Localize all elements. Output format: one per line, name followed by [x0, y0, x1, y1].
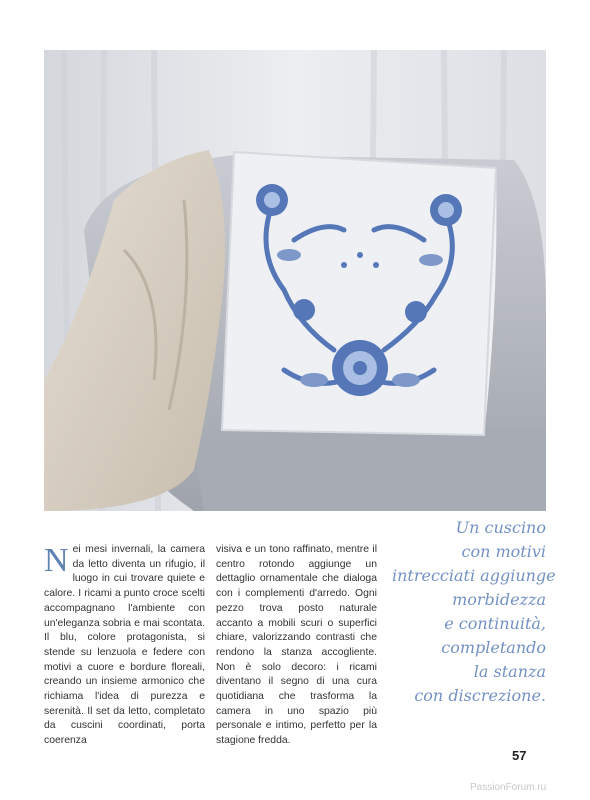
- pull-quote-line: la stanza: [473, 662, 546, 681]
- article-text-1: ei mesi invernali, la camera da letto diventa un rifugio, il luogo in cui trovare quiete e calore. I ricami a punto croce scelti accompagnano l'ambiente con un'eleganza sobria e mai scontata. Il blu, colore protagonista, si stende su lenzuola e federe con motivi a cuore e bordure floreali, creando un insieme armonico che richiama l'idea di purezza e serenità. Il set da letto, completato da cuscini coordinati, porta coerenza: [44, 544, 205, 747]
- pull-quote-line: e continuità,: [444, 614, 546, 633]
- pull-quote-line: Un cuscino: [455, 518, 546, 537]
- photo-illustration: [44, 50, 546, 511]
- pull-quote-line: intrecciati aggiunge: [392, 566, 556, 585]
- article-text-2: visiva e un tono raffinato, mentre il centro rotondo aggiunge un dettaglio ornamentale che dialoga con i complementi d'arredo. Ogni pezzo trova posto naturale accanto a mobili scuri o superfici chiare, valorizzando contrasti che rendono la stanza accogliente. Non è solo decoro: i ricami diventano il segno di una cura quotidiana che trasforma la camera in uno spazio più personale e intimo, perfetto per la stagione fredda.: [216, 544, 377, 747]
- pull-quote-line: con motivi: [461, 542, 546, 561]
- article-column-1: [44, 543, 205, 749]
- pull-quote-line: con discrezione.: [414, 686, 546, 705]
- watermark: PassionForum.ru: [470, 782, 547, 793]
- drop-cap: N: [44, 542, 69, 579]
- pull-quote-line: completando: [441, 638, 546, 657]
- pull-quote: [392, 516, 556, 708]
- cushion-photo: [44, 50, 546, 511]
- page-number: 57: [512, 748, 527, 763]
- article-column-2: [216, 543, 377, 749]
- pull-quote-line: morbidezza: [452, 590, 546, 609]
